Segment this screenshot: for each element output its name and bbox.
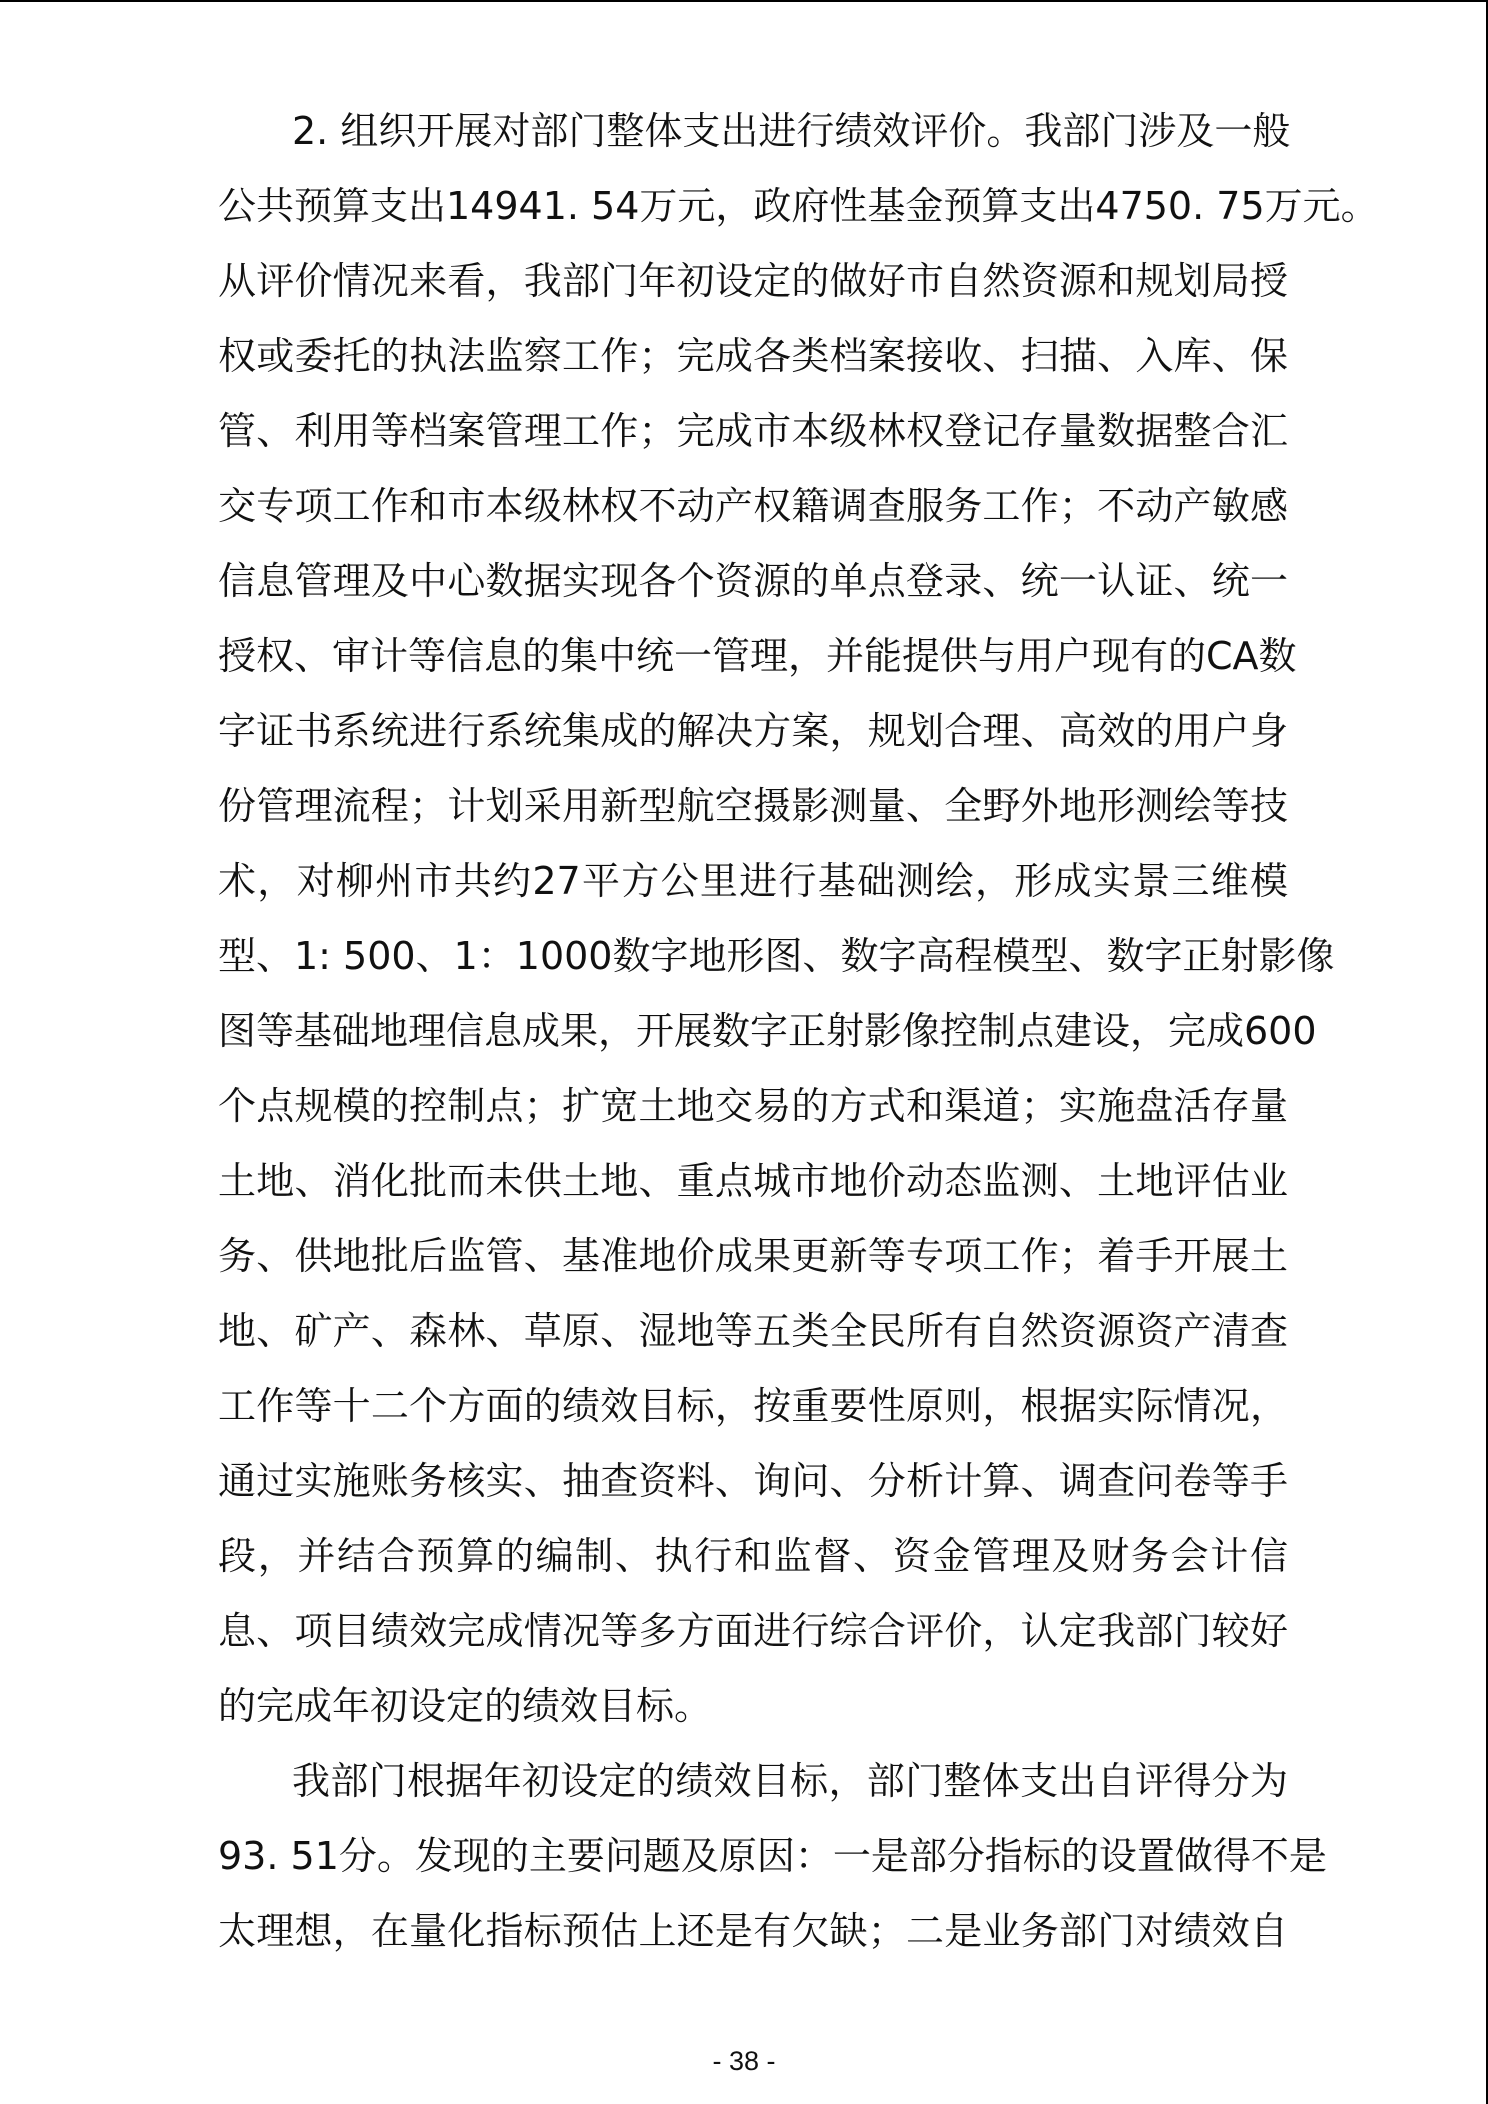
text-line: 工作等十二个方面的绩效目标，按重要性原则，根据实际情况， (218, 1384, 1288, 1428)
text-line: 2. 组织开展对部门整体支出进行绩效评价。我部门涉及一般 (292, 109, 1291, 153)
text-line: 我部门根据年初设定的绩效目标，部门整体支出自评得分为 (292, 1759, 1288, 1803)
text-line: 图等基础地理信息成果，开展数字正射影像控制点建设，完成600 (218, 1009, 1317, 1053)
text-line: 通过实施账务核实、抽查资料、询问、分析计算、调查问卷等手 (218, 1459, 1288, 1503)
text-line: 息、项目绩效完成情况等多方面进行综合评价，认定我部门较好 (218, 1609, 1288, 1653)
page-number: - 38 - (712, 2046, 776, 2076)
text-line: 管、利用等档案管理工作；完成市本级林权登记存量数据整合汇 (218, 409, 1288, 453)
text-line: 份管理流程；计划采用新型航空摄影测量、全野外地形测绘等技 (218, 784, 1288, 828)
text-line: 术，对柳州市共约27平方公里进行基础测绘，形成实景三维模 (218, 859, 1288, 903)
text-line: 授权、审计等信息的集中统一管理，并能提供与用户现有的CA数 (218, 634, 1297, 678)
text-line: 权或委托的执法监察工作；完成各类档案接收、扫描、入库、保 (218, 334, 1288, 378)
text-line: 土地、消化批而未供土地、重点城市地价动态监测、土地评估业 (218, 1159, 1288, 1203)
text-line: 型、1: 500、1：1000数字地形图、数字高程模型、数字正射影像 (218, 934, 1335, 978)
text-line: 段，并结合预算的编制、执行和监督、资金管理及财务会计信 (218, 1534, 1288, 1578)
text-line: 个点规模的控制点；扩宽土地交易的方式和渠道；实施盘活存量 (218, 1084, 1288, 1128)
text-line: 的完成年初设定的绩效目标。 (218, 1684, 713, 1728)
text-line: 93. 51分。发现的主要问题及原因：一是部分指标的设置做得不是 (218, 1834, 1327, 1878)
text-line: 字证书系统进行系统集成的解决方案，规划合理、高效的用户身 (218, 709, 1288, 753)
text-line: 务、供地批后监管、基准地价成果更新等专项工作；着手开展土 (218, 1234, 1288, 1278)
text-line: 信息管理及中心数据实现各个资源的单点登录、统一认证、统一 (218, 559, 1288, 603)
text-line: 交专项工作和市本级林权不动产权籍调查服务工作；不动产敏感 (218, 484, 1288, 528)
text-line: 太理想，在量化指标预估上还是有欠缺；二是业务部门对绩效自 (218, 1909, 1288, 1953)
text-line: 从评价情况来看，我部门年初设定的做好市自然资源和规划局授 (218, 259, 1288, 303)
text-line: 公共预算支出14941. 54万元，政府性基金预算支出4750. 75万元。 (218, 184, 1379, 228)
text-line: 地、矿产、森林、草原、湿地等五类全民所有自然资源资产清查 (218, 1309, 1288, 1353)
